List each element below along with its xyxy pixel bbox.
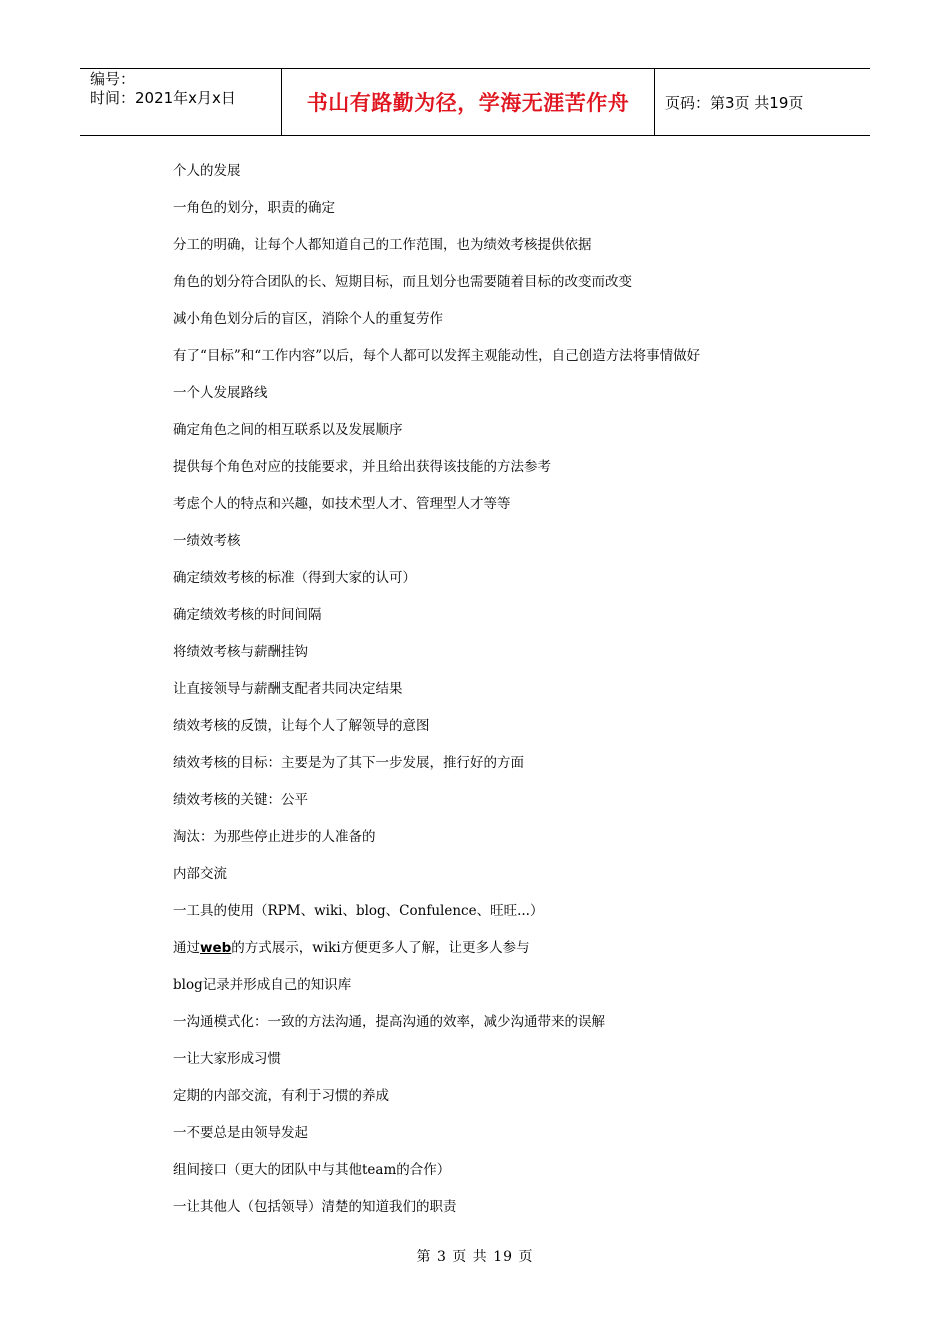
text-line: 确定绩效考核的标准（得到大家的认可） (173, 570, 416, 586)
text-line: 考虑个人的特点和兴趣，如技术型人才、管理型人才等等 (173, 496, 511, 512)
web-line-suffix: 的方式展示，wiki方便更多人了解，让更多人参与 (231, 940, 530, 956)
text-line: 个人的发展 (173, 163, 241, 179)
text-line: 一让大家形成习惯 (173, 1051, 281, 1067)
text-line: blog记录并形成自己的知识库 (173, 977, 352, 993)
text-line: 一工具的使用（RPM、wiki、blog、Confulence、旺旺...） (173, 903, 544, 919)
text-line: 分工的明确，让每个人都知道自己的工作范围，也为绩效考核提供依据 (173, 237, 592, 253)
text-line: 淘汰：为那些停止进步的人准备的 (173, 829, 376, 845)
header-meta (80, 69, 282, 135)
text-line: 一沟通模式化：一致的方法沟通，提高沟通的效率，减少沟通带来的误解 (173, 1014, 605, 1030)
text-line: 一个人发展路线 (173, 385, 268, 401)
text-line: 绩效考核的反馈，让每个人了解领导的意图 (173, 718, 430, 734)
text-line-web (173, 937, 853, 974)
web-link[interactable]: web (200, 940, 232, 956)
text-line: 一绩效考核 (173, 533, 241, 549)
header-page-code: 页码：第3页 共19页 (665, 93, 804, 112)
time-label: 时间：2021年x月x日 (90, 89, 236, 107)
text-line: 绩效考核的目标：主要是为了其下一步发展，推行好的方面 (173, 755, 524, 771)
text-line: 绩效考核的关键：公平 (173, 792, 308, 808)
text-line: 让直接领导与薪酬支配者共同决定结果 (173, 681, 403, 697)
text-line: 确定绩效考核的时间间隔 (173, 607, 322, 623)
document-header (80, 68, 870, 136)
text-line: 确定角色之间的相互联系以及发展顺序 (173, 422, 403, 438)
text-line: 一不要总是由领导发起 (173, 1125, 308, 1141)
document-body (173, 160, 853, 1233)
text-line: 一角色的划分，职责的确定 (173, 200, 335, 216)
text-line: 减小角色划分后的盲区，消除个人的重复劳作 (173, 311, 443, 327)
text-line: 提供每个角色对应的技能要求，并且给出获得该技能的方法参考 (173, 459, 551, 475)
text-line: 组间接口（更大的团队中与其他team的合作） (173, 1162, 451, 1178)
page-footer: 第 3 页 共 19 页 (416, 1249, 534, 1265)
number-label: 编号： (90, 70, 136, 88)
text-line: 内部交流 (173, 866, 227, 882)
text-line: 有了“目标”和“工作内容”以后，每个人都可以发挥主观能动性，自己创造方法将事情做好 (173, 348, 701, 364)
text-line: 一让其他人（包括领导）清楚的知道我们的职责 (173, 1199, 457, 1215)
header-motto: 书山有路勤为径，学海无涯苦作舟 (282, 69, 655, 135)
text-line: 将绩效考核与薪酬挂钩 (173, 644, 308, 660)
text-line: 角色的划分符合团队的长、短期目标，而且划分也需要随着目标的改变而改变 (173, 274, 632, 290)
text-line: 定期的内部交流，有利于习惯的养成 (173, 1088, 389, 1104)
web-line-prefix: 通过 (173, 940, 200, 956)
